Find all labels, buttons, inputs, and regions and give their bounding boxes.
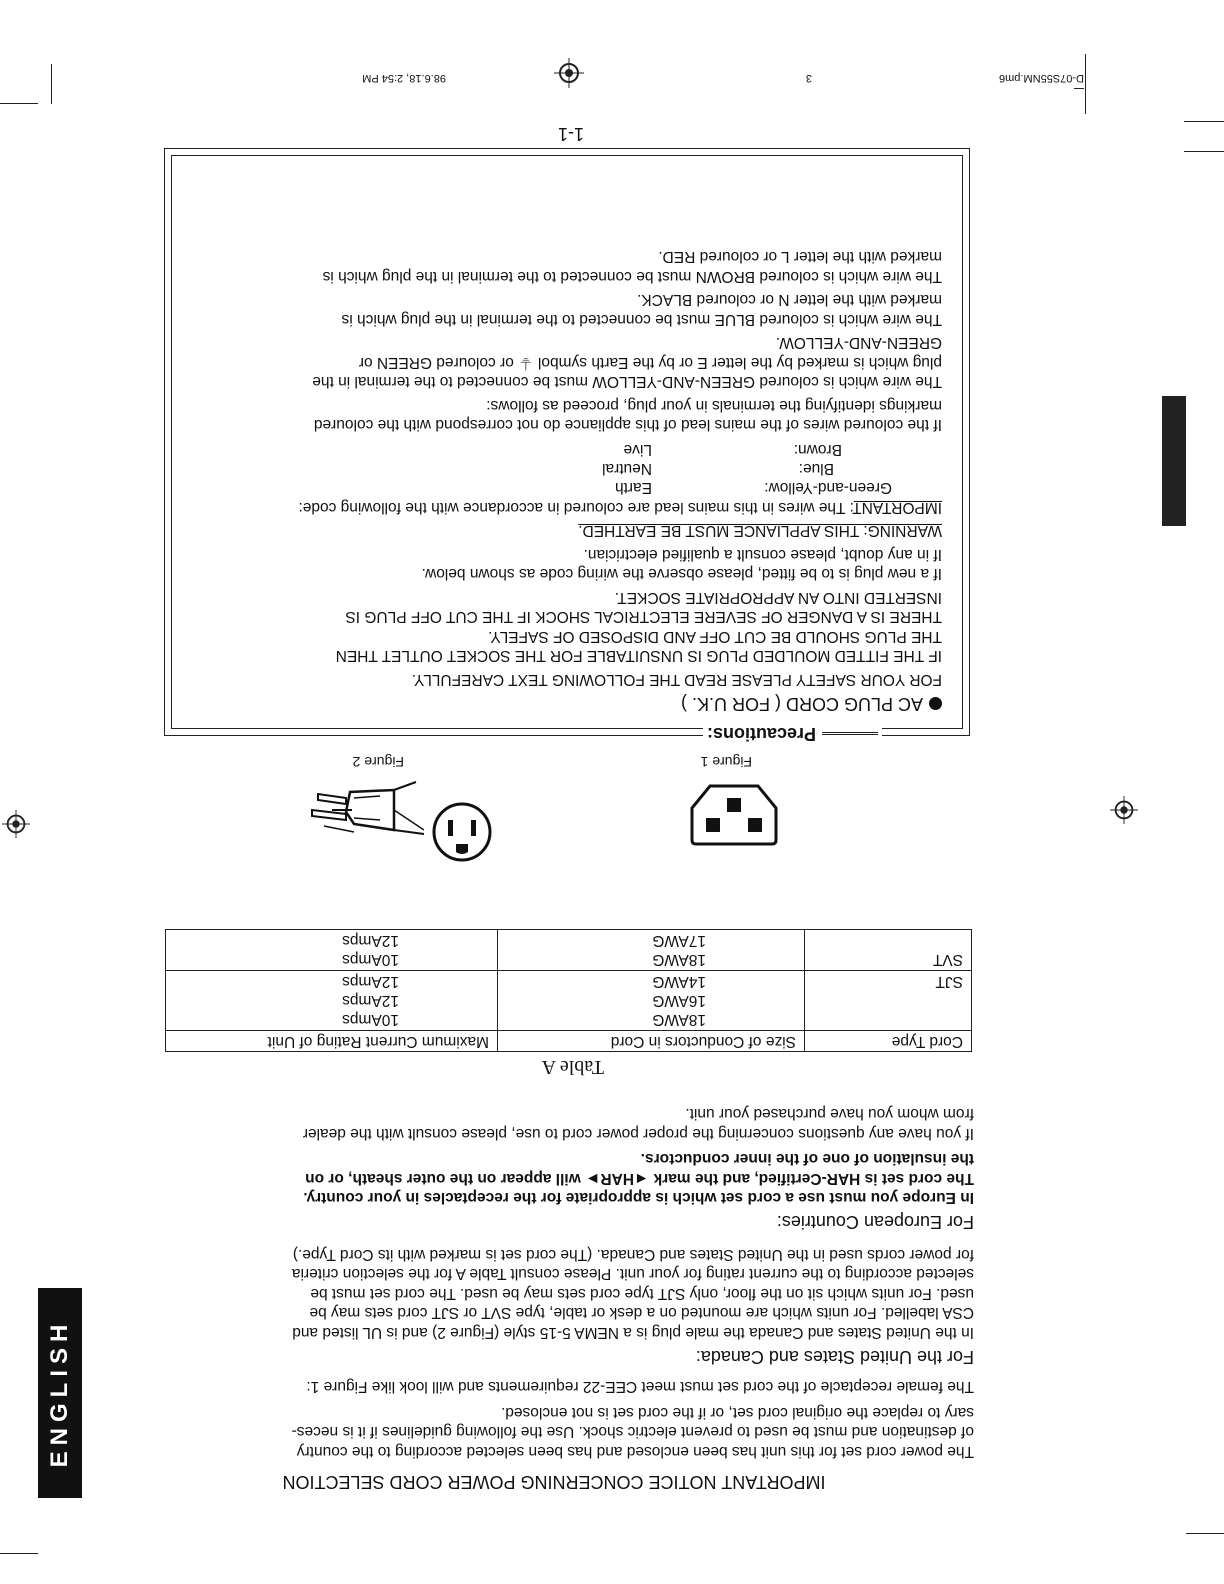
crop-mark-right-top bbox=[0, 1553, 38, 1554]
precaution-line: The wire which is coloured BLUE must be connected to the terminal in the plug which is bbox=[341, 311, 942, 328]
wire-color: Green-and-Yellow: bbox=[764, 479, 892, 497]
figure-2-label: Figure 2 bbox=[352, 754, 404, 770]
header-rule bbox=[1074, 88, 1084, 89]
notice-line: sary to replace the original cord set, or if the cord set is not enclosed. bbox=[501, 1404, 974, 1421]
notice-line: of destination and must be used to prevent electric shock. Use the following guidelines if it is neces- bbox=[291, 1423, 974, 1441]
us-canada-line: selected according to the current rating for your unit. Please consult Table A for the selection criteria bbox=[291, 1265, 974, 1283]
registration-target-right bbox=[1110, 796, 1138, 824]
rating-value: 12Amps bbox=[342, 992, 399, 1009]
european-heading: For European Countries: bbox=[776, 1212, 974, 1233]
cord-table bbox=[165, 929, 972, 1052]
size-value: 17AWG bbox=[652, 932, 706, 949]
important-label: IMPORTANT bbox=[853, 499, 942, 516]
table-row bbox=[166, 971, 972, 1031]
page-number-small: 3 bbox=[805, 72, 812, 84]
rating-value: 12Amps bbox=[342, 973, 399, 990]
language-tab bbox=[38, 1288, 82, 1498]
european-bold-line: the insulation of one of the inner conductors. bbox=[640, 1150, 974, 1168]
precaution-line: INSERTED INTO AN APPROPRIATE SOCKET. bbox=[614, 589, 942, 606]
crop-mark-left-top bbox=[1186, 1533, 1224, 1534]
notice-line: The female receptacle of the cord set must meet CEE-22 requirements and will look like Figure 1: bbox=[306, 1378, 974, 1396]
col-header-current-rating: Maximum Current Rating of Unit bbox=[166, 1031, 498, 1052]
precautions-heading-wrap bbox=[703, 723, 882, 744]
precaution-line: If the coloured wires of the mains lead of this appliance do not correspond with the coloured bbox=[313, 416, 942, 434]
ac-plug-title-row bbox=[172, 693, 942, 714]
cell-cord-type bbox=[805, 971, 972, 1031]
table-row bbox=[166, 930, 972, 971]
size-value: 16AWG bbox=[652, 992, 706, 1009]
precaution-line: THE PLUG SHOULD BE CUT OFF AND DISPOSED OF SAFELY. bbox=[488, 628, 942, 645]
precaution-line: GREEN-AND-YELLOW. bbox=[775, 334, 942, 352]
precaution-line: The wire which is coloured BROWN must be connected to the terminal in the plug which is bbox=[322, 268, 942, 285]
precaution-line: THERE IS A DANGER OF SEVERE ELECTRICAL SHOCK IF THE CUT OFF PLUG IS bbox=[345, 608, 942, 626]
table-caption: Table A bbox=[541, 1056, 604, 1078]
rating-value: 10Amps bbox=[342, 951, 399, 968]
wire-meaning: Earth bbox=[614, 479, 652, 497]
cell-ratings bbox=[166, 971, 498, 1031]
file-name: D-07S55NM.pm6 bbox=[999, 72, 1084, 84]
table-header-row bbox=[166, 1031, 972, 1052]
cell-cord-type bbox=[805, 930, 972, 971]
precaution-line: plug which is marked by the letter E or by the Earth symbol ⏚ or coloured GREEN or bbox=[358, 354, 942, 371]
european-line: If you have any questions concerning the proper power cord to use, please consult with the dealer bbox=[302, 1125, 974, 1142]
crop-mark-left-mid bbox=[1184, 121, 1224, 122]
language-tab-label: ENGLISH bbox=[46, 1318, 73, 1468]
figure-1-label: Figure 1 bbox=[700, 754, 752, 770]
precaution-line: marked with the letter L or coloured RED. bbox=[658, 248, 942, 266]
wire-color: Blue: bbox=[798, 460, 834, 478]
precautions-rule bbox=[822, 732, 878, 735]
precaution-line: If a new plug is to be fitted, please observe the wiring code as shown below. bbox=[421, 565, 942, 583]
european-line: from whom you have purchased your unit. bbox=[685, 1105, 974, 1123]
wire-meaning: Live bbox=[623, 441, 652, 459]
precautions-content bbox=[172, 247, 942, 714]
cord-type-value: SJT bbox=[935, 973, 963, 990]
important-line bbox=[172, 498, 942, 518]
precaution-line: IF THE FITTED MOULDED PLUG IS UNSUITABLE FOR THE SOCKET OUTLET THEN bbox=[335, 647, 942, 665]
rating-value: 12Amps bbox=[342, 932, 399, 949]
european-bold-line: The cord set is HAR-Certified, and the mark ◄HAR► will appear on the outer sheath, or on bbox=[305, 1170, 974, 1187]
precaution-line: If in any doubt, please consult a qualified electrician. bbox=[583, 546, 942, 563]
precaution-line: FOR YOUR SAFETY PLEASE READ THE FOLLOWING TEXT CAREFULLY. bbox=[411, 671, 942, 688]
nema-plug-icon bbox=[284, 772, 424, 840]
bullet-icon bbox=[929, 697, 942, 710]
warning-line: WARNING: THIS APPLIANCE MUST BE EARTHED. bbox=[578, 522, 942, 540]
page-label: 1-1 bbox=[557, 124, 584, 144]
european-bold-line: In Europe you must use a cord set which is appropriate for the receptacles in your country. bbox=[303, 1189, 974, 1207]
us-canada-line: CSA labelled. For units which are mounted on a desk or table, type SVT or SJT cord sets may be bbox=[309, 1304, 974, 1322]
wire-code-list bbox=[172, 441, 892, 498]
us-canada-line: used. For units which sit on the floor, only SJT type cord sets may be used. The cord set must be bbox=[310, 1285, 974, 1302]
size-value: 14AWG bbox=[652, 973, 706, 990]
size-value: 18AWG bbox=[652, 1011, 706, 1028]
crop-mark-right-bottom bbox=[51, 64, 52, 104]
important-text: : The wires in this mains lead are coloured in accordance with the following code: bbox=[298, 499, 854, 516]
size-value: 18AWG bbox=[652, 951, 706, 968]
wire-color: Brown: bbox=[793, 441, 842, 459]
precautions-heading: Precautions: bbox=[706, 724, 816, 744]
thumb-index-bar bbox=[1162, 396, 1186, 526]
col-header-conductor-size: Size of Conductors in Cord bbox=[498, 1031, 805, 1052]
cell-ratings bbox=[166, 930, 498, 971]
us-canada-heading: For the United States and Canada: bbox=[695, 1347, 974, 1367]
notice-section bbox=[134, 1104, 974, 1492]
wire-meaning: Neutral bbox=[602, 460, 652, 478]
cell-sizes bbox=[498, 930, 805, 971]
crop-mark-left-bottom bbox=[1085, 54, 1086, 114]
crop-mark-right-lower bbox=[0, 103, 38, 104]
notice-line: The power cord set for this unit has been enclosed and has been selected according to the country bbox=[296, 1443, 974, 1460]
precaution-line: marked with the letter N or coloured BLACK. bbox=[637, 291, 942, 309]
us-canada-line: In the United States and Canada the male plug is a NEMA 5-15 style (Figure 2) and is UL listed and bbox=[292, 1324, 974, 1341]
precaution-line: The wire which is coloured GREEN-AND-YELLOW must be connected to the terminal in the bbox=[312, 373, 942, 391]
registration-target-left bbox=[2, 810, 30, 838]
us-canada-line: for power cords used in the United States and Canada. (The cord set is marked with its Cord Type.) bbox=[292, 1246, 974, 1263]
cell-sizes bbox=[498, 971, 805, 1031]
timestamp: 98.6.18, 2:54 PM bbox=[362, 72, 446, 84]
rating-value: 10Amps bbox=[342, 1011, 399, 1028]
precaution-line: markings identifying the terminals in your plug, proceed as follows: bbox=[486, 397, 942, 414]
nema-outlet-icon bbox=[430, 800, 494, 864]
col-header-cord-type: Cord Type bbox=[805, 1031, 972, 1052]
female-receptacle-icon bbox=[688, 780, 780, 848]
registration-target-top bbox=[554, 58, 584, 88]
cord-type-value: SVT bbox=[932, 951, 963, 968]
ac-plug-title: AC PLUG CORD ( FOR U.K. ) bbox=[680, 694, 923, 714]
crop-mark-left-low bbox=[1184, 151, 1224, 152]
notice-title: IMPORTANT NOTICE CONCERNING POWER CORD SELECTION bbox=[282, 1472, 826, 1492]
